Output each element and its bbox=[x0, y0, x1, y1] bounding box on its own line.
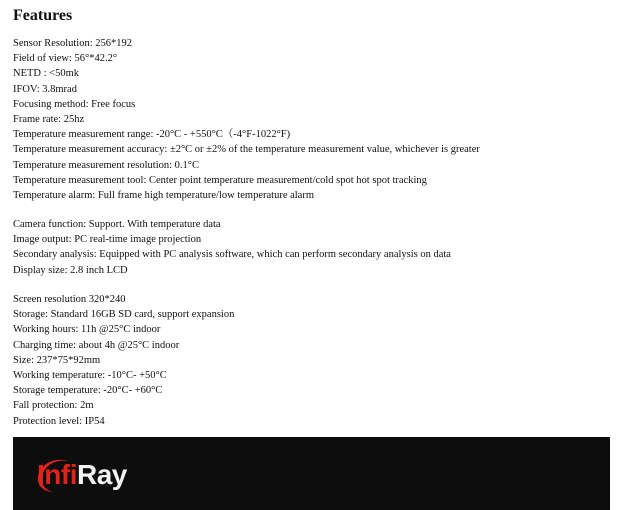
logo-text-ray: Ray bbox=[77, 459, 127, 490]
spec-line: Frame rate: 25hz bbox=[13, 113, 85, 125]
spec-line: Size: 237*75*92mm bbox=[13, 354, 101, 366]
spec-line: Screen resolution 320*240 bbox=[13, 294, 126, 305]
spec-line: Camera function: Support. With temperature data bbox=[13, 219, 221, 230]
logo-wordmark bbox=[37, 455, 127, 495]
page-title: Features bbox=[13, 7, 73, 24]
function-specs-list bbox=[13, 217, 451, 278]
spec-line: Storage temperature: -20°C- +60°C bbox=[13, 385, 163, 397]
spec-line: Image output: PC real-time image projection bbox=[13, 234, 202, 246]
spec-line: Fall protection: 2m bbox=[13, 400, 94, 412]
spec-line: Temperature alarm: Full frame high temperature/low temperature alarm bbox=[13, 189, 315, 201]
spec-line: NETD : <50mk bbox=[13, 68, 79, 80]
spec-line: Secondary analysis: Equipped with PC analysis software, which can perform secondary analysis on data bbox=[13, 249, 451, 261]
spec-line: Storage: Standard 16GB SD card, support expansion bbox=[13, 309, 235, 321]
spec-line: Field of view: 56°*42.2° bbox=[13, 53, 118, 65]
spec-line: Temperature measurement resolution: 0.1°C bbox=[13, 159, 199, 171]
spec-line: Working temperature: -10°C- +50°C bbox=[13, 369, 167, 381]
sensor-specs-list bbox=[13, 36, 480, 203]
spec-line: Display size: 2.8 inch LCD bbox=[13, 264, 128, 276]
spec-line: Temperature measurement accuracy: ±2°C or ±2% of the temperature measurement value, whichever is greater bbox=[13, 144, 480, 156]
brand-banner bbox=[13, 437, 610, 510]
spec-line: Temperature measurement tool: Center point temperature measurement/cold spot hot spot tracking bbox=[13, 174, 427, 186]
device-specs-list bbox=[13, 292, 234, 429]
spec-line: Focusing method: Free focus bbox=[13, 98, 136, 110]
spec-line: Working hours: 11h @25°C indoor bbox=[13, 324, 161, 336]
logo-text-infi: Infi bbox=[37, 459, 77, 490]
spec-line: Temperature measurement range: -20°C - +550°C（-4°F-1022°F) bbox=[13, 129, 291, 141]
spec-line: Protection level: IP54 bbox=[13, 415, 105, 427]
spec-line: Charging time: about 4h @25°C indoor bbox=[13, 339, 180, 351]
spec-line: Sensor Resolution: 256*192 bbox=[13, 38, 133, 49]
spec-line: IFOV: 3.8mrad bbox=[13, 83, 77, 95]
